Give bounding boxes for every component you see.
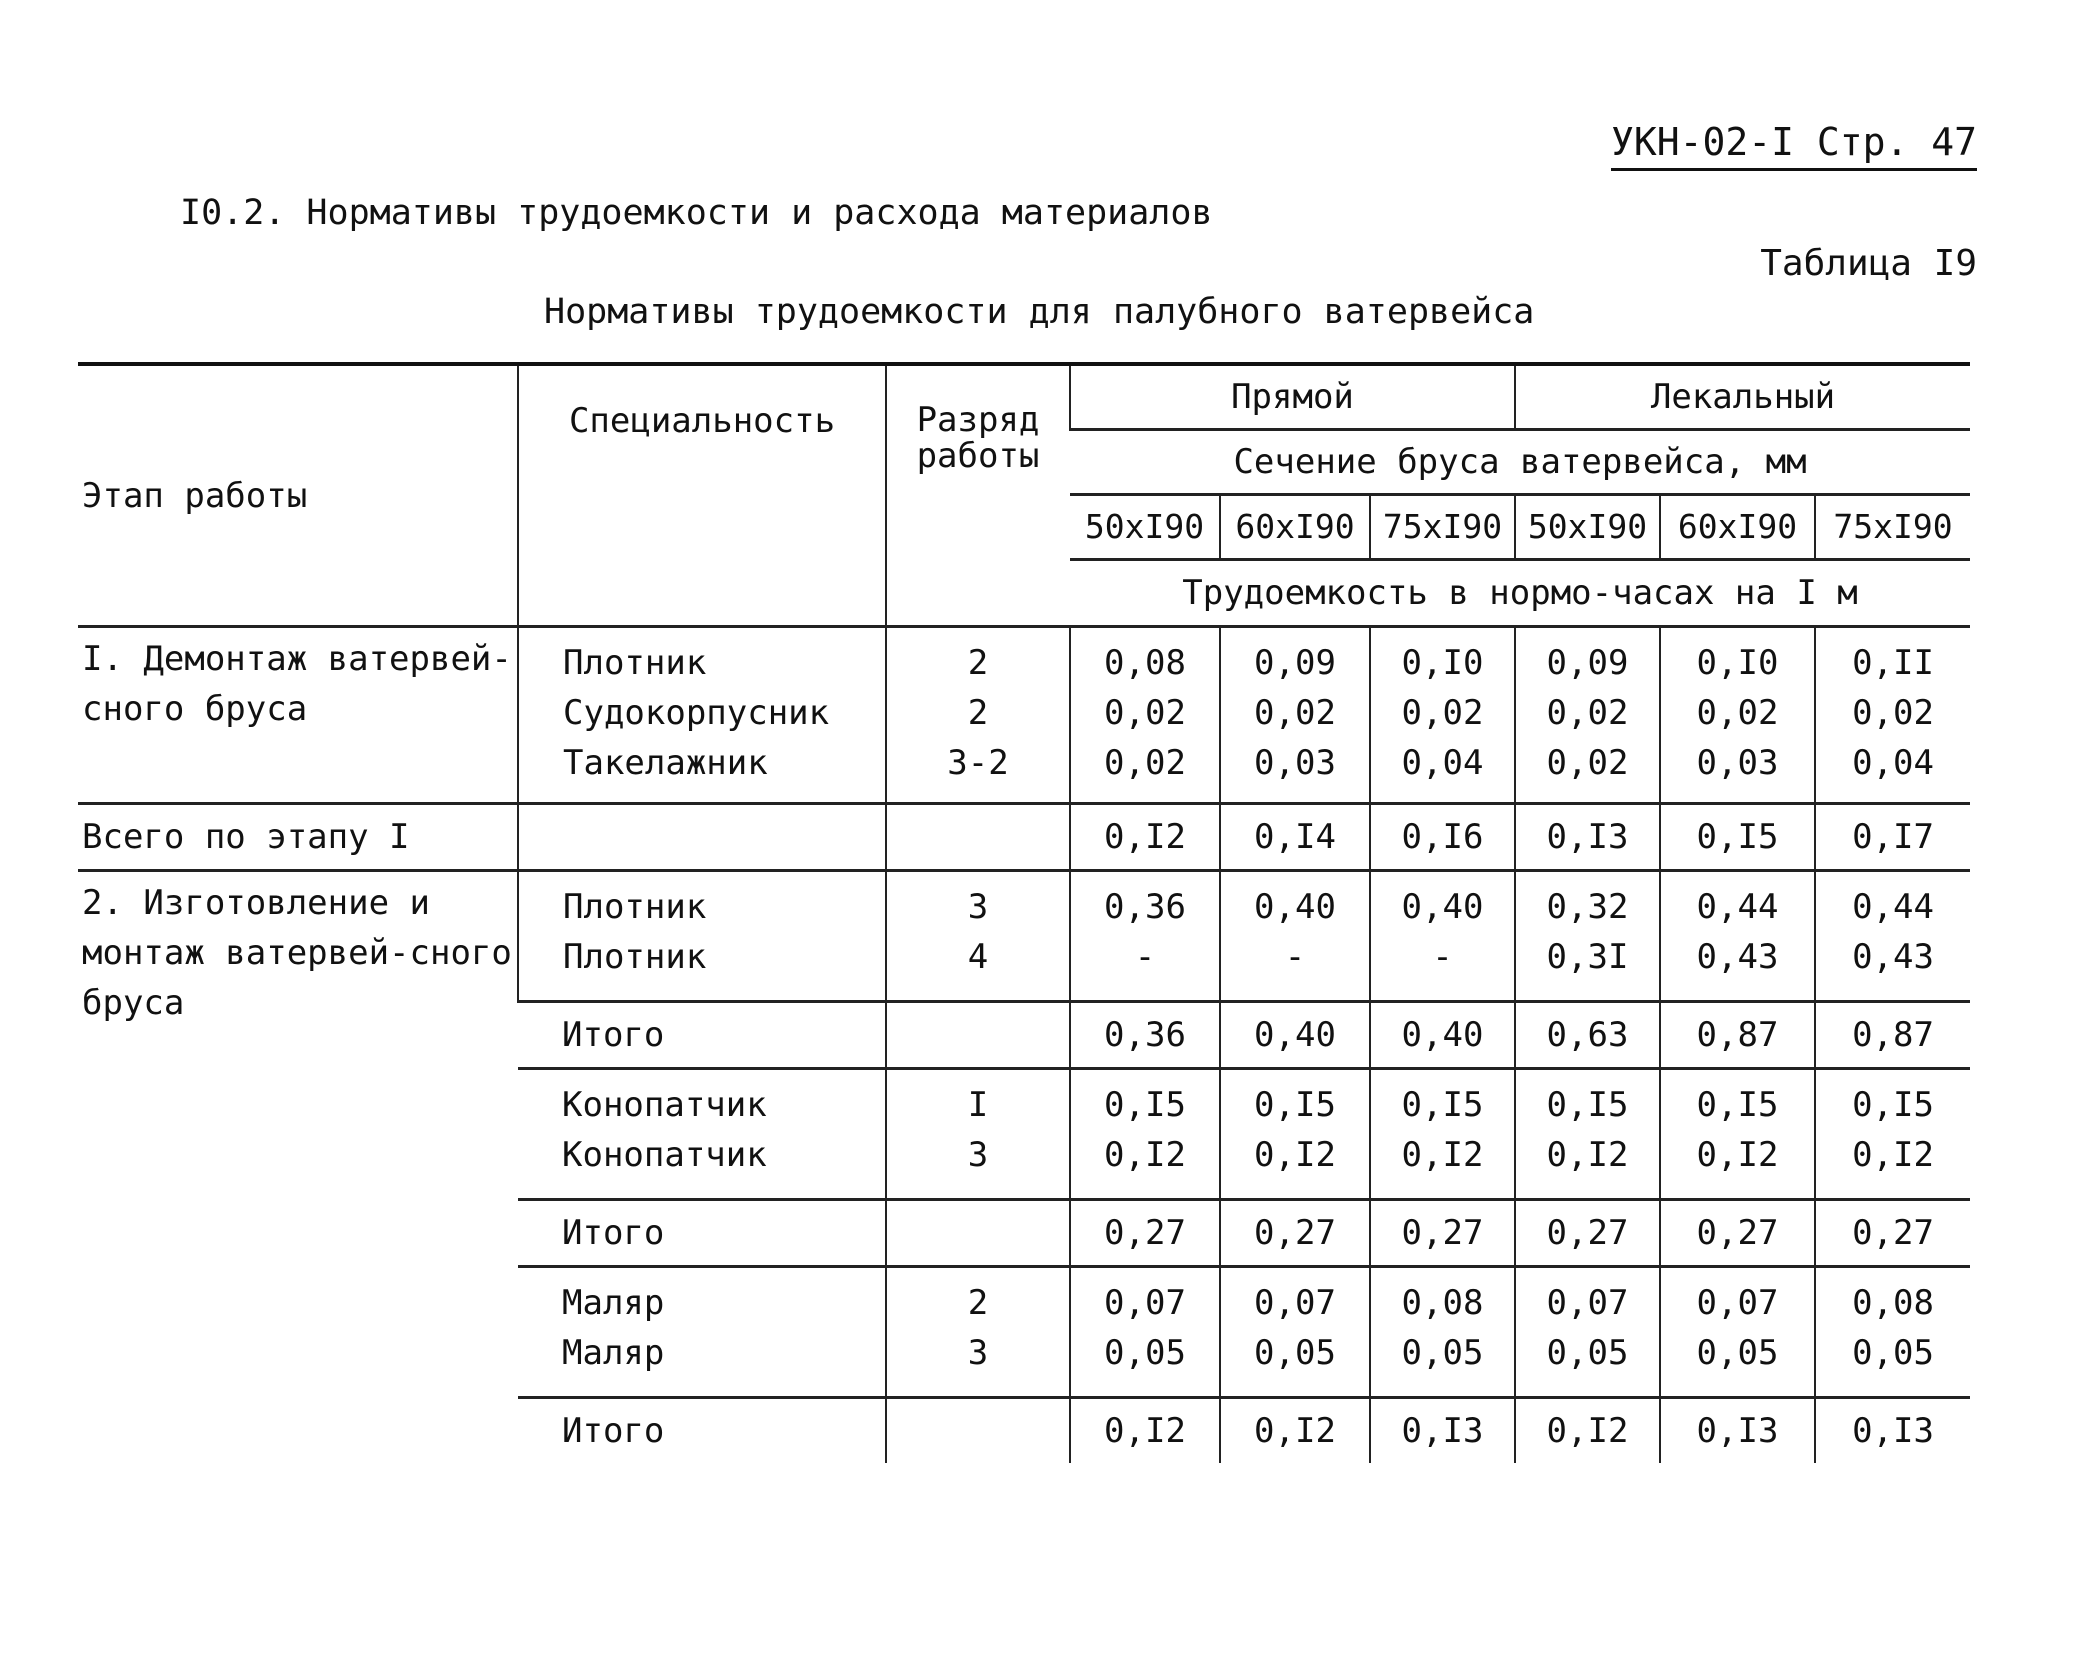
value-cell: 0,27 [1815, 1200, 1970, 1267]
header-size: 50хI90 [1070, 495, 1220, 560]
value-column [1660, 627, 1815, 804]
value-cell: 0,02 [1546, 693, 1629, 733]
value-cell: 0,44 [1696, 887, 1779, 927]
grade-value: 2 [967, 643, 989, 683]
value-column [1070, 1069, 1220, 1200]
value-cell: 0,I5 [1104, 1085, 1186, 1125]
value-column [1815, 1267, 1970, 1398]
value-column [1220, 627, 1370, 804]
labor-norms-table [78, 362, 1970, 1463]
stage-2-title: 2. Изготовление и монтаж ватервей-сного бруса [82, 883, 512, 1023]
value-cell: 0,03 [1696, 743, 1779, 783]
value-cell: 0,27 [1515, 1200, 1660, 1267]
specialty-name: Плотник [563, 887, 707, 927]
value-cell: 0,II [1852, 643, 1934, 683]
value-cell: 0,I2 [1104, 1135, 1186, 1175]
header-specialty: Специальность [518, 364, 886, 627]
value-cell: 0,09 [1254, 643, 1336, 683]
value-cell: 0,27 [1660, 1200, 1815, 1267]
value-column [1220, 1069, 1370, 1200]
value-cell: 0,02 [1852, 693, 1934, 733]
value-cell: 0,I5 [1254, 1085, 1336, 1125]
value-cell: 0,04 [1401, 743, 1484, 783]
value-column [1070, 627, 1220, 804]
specialty-list [518, 627, 886, 804]
value-cell: 0,3I [1546, 937, 1629, 977]
value-cell: 0,02 [1696, 693, 1779, 733]
value-cell: 0,I2 [1220, 1398, 1370, 1464]
value-cell: 0,05 [1254, 1333, 1336, 1373]
value-cell: 0,I2 [1070, 804, 1220, 871]
value-cell: 0,I2 [1546, 1135, 1629, 1175]
empty-cell [886, 1200, 1070, 1267]
empty-cell [886, 804, 1070, 871]
subtotal-label: Итого [562, 1411, 665, 1451]
value-column [1815, 1069, 1970, 1200]
header-size: 60хI90 [1660, 495, 1815, 560]
value-cell: 0,07 [1546, 1283, 1629, 1323]
value-cell: 0,36 [1070, 1002, 1220, 1069]
value-column [1370, 627, 1515, 804]
value-column [1070, 1267, 1220, 1398]
value-cell: 0,I2 [1254, 1135, 1336, 1175]
value-cell: 0,05 [1104, 1333, 1186, 1373]
grade-value: 3-2 [947, 743, 1009, 783]
header-section: Сечение бруса ватервейса, мм [1070, 430, 1970, 495]
value-cell: 0,I2 [1070, 1398, 1220, 1464]
value-cell: 0,27 [1220, 1200, 1370, 1267]
subtotal-label: Итого [518, 1200, 886, 1267]
value-cell: 0,40 [1370, 1002, 1515, 1069]
value-cell: 0,32 [1546, 887, 1629, 927]
value-column [1515, 627, 1660, 804]
value-cell: 0,I2 [1696, 1135, 1779, 1175]
value-cell: 0,09 [1546, 643, 1629, 683]
value-cell: - [1432, 937, 1453, 977]
grade-list [886, 1069, 1070, 1200]
value-column [1220, 1267, 1370, 1398]
specialty-list [518, 1069, 886, 1200]
header-curved: Лекальный [1515, 364, 1970, 430]
value-cell: 0,43 [1696, 937, 1779, 977]
header-direct: Прямой [1070, 364, 1515, 430]
header-unit: Трудоемкость в нормо-часах на I м [1070, 560, 1970, 627]
header-grade: Разряд работы [886, 364, 1070, 627]
header-stage: Этап работы [78, 364, 518, 627]
specialty-name: Такелажник [563, 743, 768, 783]
value-cell: 0,43 [1852, 937, 1934, 977]
table-row [78, 627, 1970, 804]
stage-1-total-label: Всего по этапу I [78, 804, 518, 871]
value-cell: 0,02 [1104, 693, 1186, 733]
subtotal-label: Итого [518, 1002, 886, 1069]
value-column [1370, 871, 1515, 1002]
header-size: 75хI90 [1815, 495, 1970, 560]
value-cell: 0,08 [1104, 643, 1186, 683]
value-cell: 0,40 [1401, 887, 1484, 927]
header-size: 50хI90 [1515, 495, 1660, 560]
value-cell: 0,05 [1401, 1333, 1484, 1373]
grade-list [886, 627, 1070, 804]
document-code: УКН-02-I Стр. 47 [1611, 120, 1977, 171]
value-cell: 0,I3 [1515, 804, 1660, 871]
value-cell: 0,08 [1401, 1283, 1484, 1323]
grade-value: I [967, 1085, 989, 1125]
specialty-name: Плотник [563, 937, 707, 977]
value-cell: 0,05 [1696, 1333, 1779, 1373]
value-cell: 0,07 [1104, 1283, 1186, 1323]
value-cell: 0,07 [1696, 1283, 1779, 1323]
value-cell: 0,87 [1815, 1002, 1970, 1069]
value-cell: 0,I2 [1515, 1398, 1660, 1464]
value-column [1515, 1069, 1660, 1200]
grade-list [886, 1267, 1070, 1398]
value-cell: 0,I3 [1370, 1398, 1515, 1464]
value-column [1815, 871, 1970, 1002]
value-cell: 0,I5 [1660, 804, 1815, 871]
value-cell: 0,07 [1254, 1283, 1336, 1323]
value-cell: 0,02 [1546, 743, 1629, 783]
table-row [78, 871, 1970, 1002]
value-cell: 0,44 [1852, 887, 1934, 927]
grade-value: 4 [967, 937, 989, 977]
value-cell: 0,27 [1070, 1200, 1220, 1267]
specialty-list [518, 1267, 886, 1398]
value-cell: 0,02 [1104, 743, 1186, 783]
specialty-name: Конопатчик [562, 1135, 767, 1175]
value-cell: 0,02 [1401, 693, 1484, 733]
value-column [1660, 871, 1815, 1002]
grade-value: 3 [967, 887, 989, 927]
stage-1-title: I. Демонтаж ватервей-сного бруса [78, 627, 518, 804]
header-size: 60хI90 [1220, 495, 1370, 560]
value-cell: 0,I2 [1401, 1135, 1484, 1175]
specialty-list [518, 871, 886, 1002]
grade-value: 2 [967, 1283, 989, 1323]
value-cell: 0,I3 [1660, 1398, 1815, 1464]
value-cell: 0,I5 [1546, 1085, 1629, 1125]
value-column [1370, 1069, 1515, 1200]
header-size: 75хI90 [1370, 495, 1515, 560]
value-cell: 0,I5 [1401, 1085, 1484, 1125]
value-column [1660, 1267, 1815, 1398]
value-cell: 0,08 [1852, 1283, 1934, 1323]
grade-value: 3 [967, 1333, 989, 1373]
specialty-name: Конопатчик [562, 1085, 767, 1125]
section-title: I0.2. Нормативы трудоемкости и расхода материалов [180, 193, 1213, 233]
value-cell: 0,I0 [1401, 643, 1484, 683]
value-column [1815, 627, 1970, 804]
value-cell: 0,36 [1104, 887, 1186, 927]
value-cell: 0,02 [1254, 693, 1336, 733]
value-column [1515, 871, 1660, 1002]
value-cell: - [1134, 937, 1156, 977]
specialty-name: Маляр [562, 1333, 665, 1373]
value-cell: 0,I7 [1815, 804, 1970, 871]
value-cell: 0,40 [1254, 887, 1336, 927]
value-cell: 0,03 [1254, 743, 1336, 783]
grade-value: 3 [967, 1135, 989, 1175]
value-cell: 0,63 [1515, 1002, 1660, 1069]
value-cell: 0,I3 [1815, 1398, 1970, 1464]
specialty-name: Судокорпусник [563, 693, 830, 733]
empty-cell [886, 1002, 1070, 1069]
value-cell: 0,I5 [1696, 1085, 1779, 1125]
value-column [1660, 1069, 1815, 1200]
grade-value: 2 [967, 693, 989, 733]
value-cell: 0,I5 [1852, 1085, 1934, 1125]
grade-list [886, 871, 1070, 1002]
specialty-name: Маляр [562, 1283, 665, 1323]
value-cell: 0,04 [1852, 743, 1934, 783]
table-title: Нормативы трудоемкости для палубного ватервейса [544, 292, 1535, 332]
value-cell: 0,I4 [1220, 804, 1370, 871]
value-cell: 0,27 [1370, 1200, 1515, 1267]
value-column [1370, 1267, 1515, 1398]
value-column [1220, 871, 1370, 1002]
value-cell: 0,I2 [1852, 1135, 1934, 1175]
empty-cell [886, 1398, 1070, 1464]
value-cell: 0,40 [1220, 1002, 1370, 1069]
value-cell: 0,I0 [1696, 643, 1779, 683]
specialty-name: Плотник [563, 643, 707, 683]
value-cell: 0,87 [1660, 1002, 1815, 1069]
table-row [78, 804, 1970, 871]
value-cell: 0,05 [1852, 1333, 1934, 1373]
value-cell: 0,05 [1546, 1333, 1629, 1373]
value-cell: - [1284, 937, 1306, 977]
table-number: Таблица I9 [1760, 243, 1977, 284]
value-column [1515, 1267, 1660, 1398]
value-cell: 0,I6 [1370, 804, 1515, 871]
empty-cell [518, 804, 886, 871]
value-column [1070, 871, 1220, 1002]
